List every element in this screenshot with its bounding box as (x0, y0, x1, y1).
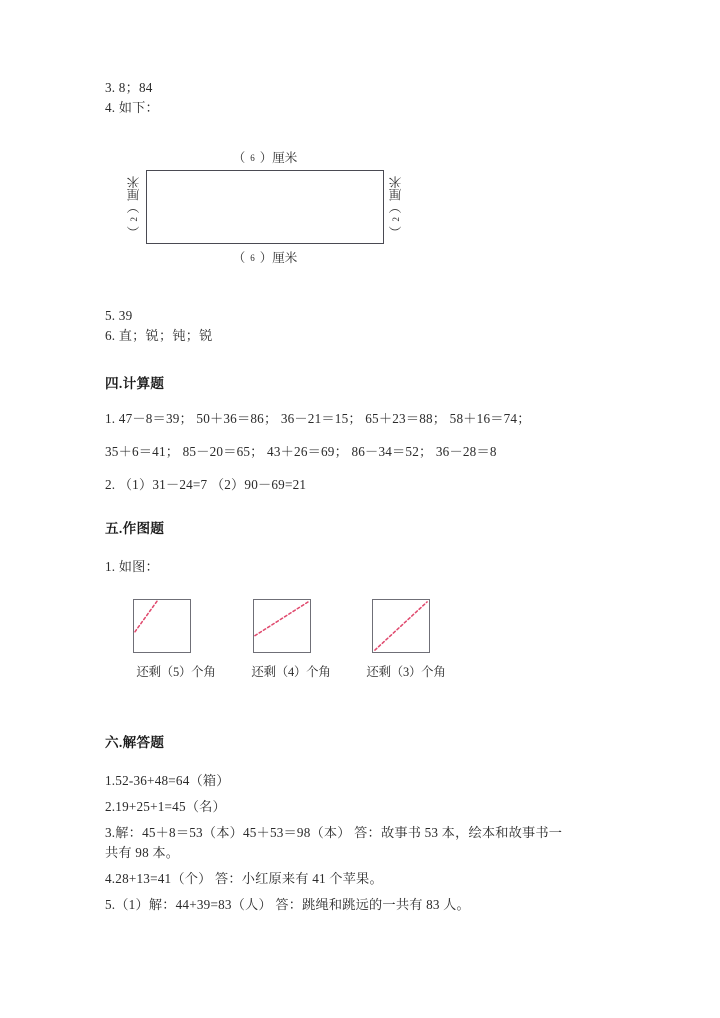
rect-left-label-text (128, 176, 141, 239)
cut-line-2 (255, 602, 308, 636)
rect-left-label-value: 2 (128, 217, 139, 222)
rect-bottom-label-prefix: （ (232, 251, 246, 265)
section-four-line-2: 35＋6＝41； 85－20＝65； 43＋26＝69； 86－34＝52； 36－28＝8 (105, 444, 497, 459)
section-six-heading: 六.解答题 (105, 735, 165, 750)
answer-item-4: 4. 如下： (105, 100, 159, 115)
rect-top-label-suffix: ）厘米 (259, 151, 298, 165)
document-content (105, 78, 625, 915)
square-label-1: 还剩（5）个角 (136, 665, 216, 679)
square-item-2 (235, 599, 347, 680)
square-item-3 (350, 599, 462, 680)
section-six-line-6: 5.（1）解：44+39=83（人） 答：跳绳和跳远的一共有 83 人。 (105, 897, 470, 912)
section-six-line-4: 共有 98 本。 (105, 845, 180, 860)
cut-line-1 (135, 601, 157, 632)
rect-right-label-prefix: （ (388, 225, 403, 239)
rect-right-label-text (390, 176, 403, 239)
squares-figure (120, 599, 460, 691)
rect-top-label (146, 148, 384, 166)
rectangle-shape (146, 170, 384, 244)
rect-left-label-prefix: （ (126, 225, 141, 239)
rect-bottom-label (146, 248, 384, 266)
section-four-line-1: 1. 47－8＝39； 50＋36＝86； 36－21＝15； 65＋23＝88； 58＋16＝74； (105, 411, 531, 426)
section-six-line-2: 2.19+25+1=45（名） (105, 799, 226, 814)
rect-right-label-value: 2 (390, 217, 401, 222)
answer-item-6: 6. 直；锐；钝；锐 (105, 328, 213, 343)
rect-right-label (387, 170, 405, 244)
rect-bottom-label-value: 6 (250, 253, 255, 263)
square-shape-1 (133, 599, 191, 653)
section-six-line-5: 4.28+13=41（个） 答：小红原来有 41 个苹果。 (105, 871, 383, 886)
square-shape-2 (253, 599, 311, 653)
section-six-line-3: 3.解：45＋8＝53（本）45＋53＝98（本） 答：故事书 53 本，绘本和故事书一 (105, 825, 563, 840)
section-six-line-1: 1.52-36+48=64（箱） (105, 773, 230, 788)
square-label-3: 还剩（3）个角 (366, 665, 446, 679)
rect-right-label-suffix: ）厘米 (388, 175, 403, 214)
section-four-heading: 四.计算题 (105, 376, 165, 391)
section-four-line-3: 2. （1）31－24=7 （2）90－69=21 (105, 477, 307, 492)
rect-top-label-prefix: （ (232, 151, 246, 165)
answer-item-3: 3. 8；84 (105, 80, 153, 95)
rect-left-label (125, 170, 143, 244)
rect-left-label-suffix: ）厘米 (126, 175, 141, 214)
rectangle-figure (113, 144, 423, 272)
square-shape-3 (372, 599, 430, 653)
section-five-intro: 1. 如图： (105, 559, 159, 574)
section-five-heading: 五.作图题 (105, 521, 165, 536)
cut-line-3 (375, 602, 427, 650)
rect-bottom-label-suffix: ）厘米 (259, 251, 298, 265)
answer-item-5: 5. 39 (105, 308, 133, 323)
square-item-1 (120, 599, 232, 680)
square-label-2: 还剩（4）个角 (251, 665, 331, 679)
rect-top-label-value: 6 (250, 153, 255, 163)
